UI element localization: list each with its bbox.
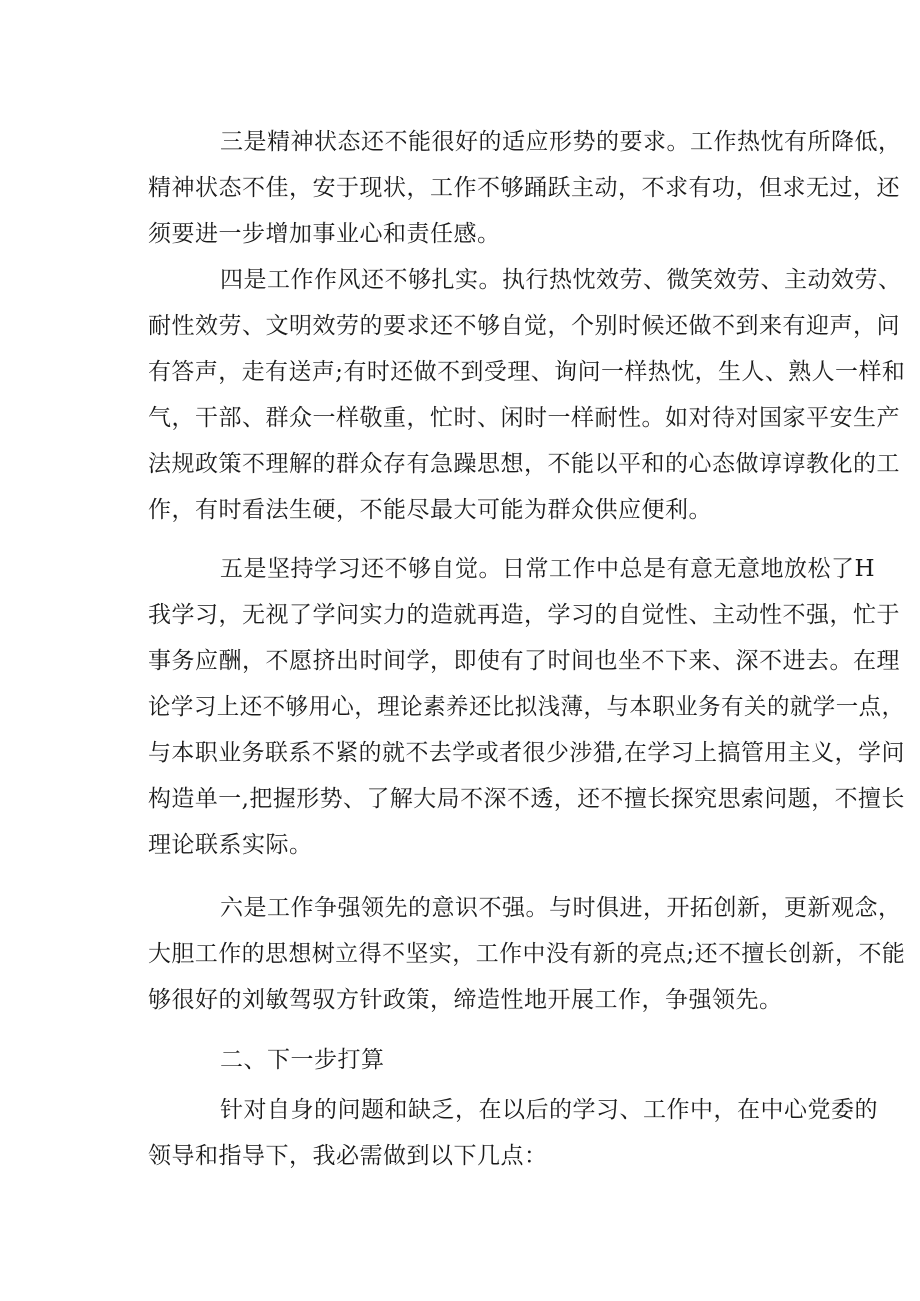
paragraph-3-line-4: 论学习上还不够用心，理论素养还比拟浅薄，与本职业务有关的就学一点，	[148, 694, 905, 720]
paragraph-4-line-2: 大胆工作的思想树立得不坚实，工作中没有新的亮点;还不擅长创新，不能	[148, 941, 906, 967]
section-heading: 二、下一步打算	[220, 1047, 385, 1073]
paragraph-1-line-3: 须要进一步增加事业心和责任感。	[148, 221, 501, 247]
paragraph-3-line-3: 事务应酬，不愿挤出时间学，即使有了时间也坐不下来、深不进去。在理	[148, 648, 900, 674]
paragraph-2-line-4: 气，干部、群众一样敬重，忙时、闲时一样耐性。如对待对国家平安生产	[148, 405, 900, 431]
paragraph-1-line-1: 三是精神状态还不能很好的适应形势的要求。工作热忱有所降低，	[220, 129, 902, 155]
paragraph-3-line-6: 构造单一,把握形势、了解大局不深不透，还不擅长探究思索问题，不擅长	[148, 786, 905, 812]
paragraph-2-line-2: 耐性效劳、文明效劳的要求还不够自觉，个别时候还做不到来有迎声，问	[148, 313, 900, 339]
paragraph-6-line-2: 领导和指导下，我必需做到以下几点：	[148, 1143, 548, 1169]
paragraph-2-line-1: 四是工作作风还不够扎实。执行热忱效劳、微笑效劳、主动效劳、	[220, 267, 902, 293]
paragraph-2-line-6: 作，有时看法生硬，不能尽最大可能为群众供应便利。	[148, 497, 712, 523]
paragraph-6-line-1: 针对自身的问题和缺乏，在以后的学习、工作中，在中心党委的	[220, 1097, 878, 1123]
paragraph-1-line-2: 精神状态不佳，安于现状，工作不够踊跃主动，不求有功，但求无过，还	[148, 175, 900, 201]
paragraph-2-line-3: 有答声，走有送声;有时还做不到受理、询问一样热忱，生人、熟人一样和	[148, 359, 906, 385]
paragraph-3-line-1: 五是坚持学习还不够自觉。日常工作中总是有意无意地放松了H	[220, 556, 876, 582]
paragraph-3-line-2: 我学习，无视了学问实力的造就再造，学习的自觉性、主动性不强，忙于	[148, 602, 900, 628]
paragraph-3-line-7: 理论联系实际。	[148, 832, 313, 858]
paragraph-2-line-5: 法规政策不理解的群众存有急躁思想，不能以平和的心态做谆谆教化的工	[148, 451, 900, 477]
paragraph-3-line-5: 与本职业务联系不紧的就不去学或者很少涉猎,在学习上搞管用主义，学问	[148, 740, 905, 766]
paragraph-4-line-1: 六是工作争强领先的意识不强。与时俱进，开拓创新，更新观念，	[220, 895, 902, 921]
paragraph-4-line-3: 够很好的刘敏驾驭方针政策，缔造性地开展工作，争强领先。	[148, 987, 783, 1013]
